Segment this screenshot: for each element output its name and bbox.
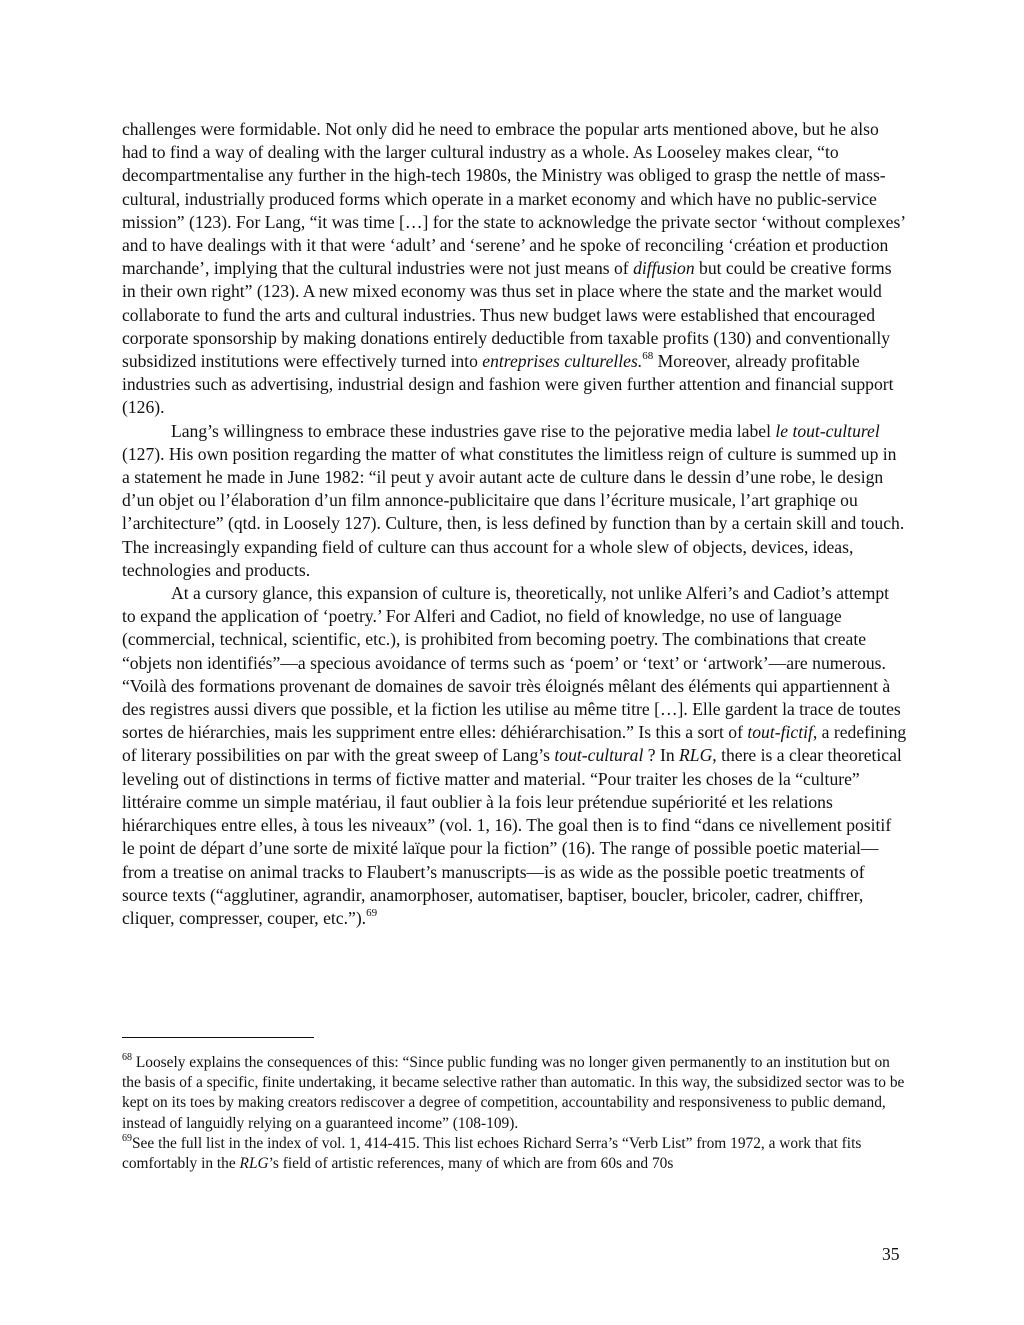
- paragraph-1-text-b: but could be creative forms in their own right” (123). A new mixed economy was thus set in place where the state and the market would collaborate to fund the arts and cultural industries. Thus new budget laws were established that encouraged corporate sponsorship by making donations entirely deductible from taxable profits (130) and conventionally subsidized institutions were effectively turned into: [122, 258, 892, 372]
- italic-rlg-footnote: RLG: [239, 1155, 269, 1173]
- footnote-68-text: Loosely explains the consequences of this: “Since public funding was no longer given permanently to an institution but on the basis of a specific, finite undertaking, it became selective rather than automatic. In this way, the subsidized sector was to be kept on its toes by making creators rediscover a degree of competition, accountability and responsiveness to public demand, instead of languidly relying on a guaranteed income” (108-109).: [122, 1054, 905, 1132]
- footnote-68: [122, 1053, 907, 1134]
- paragraph-3-text-d: , there is a clear theoretical leveling out of distinctions in terms of fictive matter and material. “Pour traiter les choses de la “culture” littéraire comme un simple matériau, il faut oublier à la fois leur prétendue supériorité et les relations hiérarchiques entre elles, à tous les niveaux” (vol. 1, 16). The goal then is to find “dans ce nivellement positif le point de départ d’une sorte de mixité laïque pour la fiction” (16). The range of possible poetic material—from a treatise on animal tracks to Flaubert’s manuscripts—is as wide as the possible poetic treatments of source texts (“agglutiner, agrandir, anamorphoser, automatiser, baptiser, boucler, bricoler, cadrer, chiffrer, cliquer, compresser, couper, etc.”).: [122, 745, 902, 928]
- paragraph-2-text-b: (127). His own position regarding the matter of what constitutes the limitless reign of culture is summed up in a statement he made in June 1982: “il peut y avoir autant acte de culture dans le dessin d’une robe, le design d’un objet ou l’élaboration d’un film annonce-publicitaire que dans l’écriture musicale, l’art graphiqe ou l’architecture” (qtd. in Loosely 127). Culture, then, is less defined by function than by a certain skill and touch. The increasingly expanding field of culture can thus account for a whole slew of objects, devices, ideas, technologies and products.: [122, 443, 905, 580]
- footnote-69-text-b: ’s field of artistic references, many of which are from 60s and 70s: [268, 1155, 674, 1173]
- footnote-separator: [122, 1037, 314, 1038]
- paragraph-2: [122, 420, 907, 582]
- paragraph-1-text-c: Moreover, already profitable industries such as advertising, industrial design and fashion were given further attention and financial support (126).: [122, 351, 894, 418]
- italic-entreprises-culturelles: entreprises culturelles.: [482, 351, 643, 372]
- footnote-69-text-a: See the full list in the index of vol. 1, 414-415. This list echoes Richard Serra’s “Verb List” from 1972, a work that fits comfortably in the: [122, 1134, 862, 1173]
- paragraph-3-text-c: ? In: [643, 745, 680, 766]
- italic-tout-cultural: tout-cultural: [554, 745, 644, 766]
- footnote-69: [122, 1134, 907, 1174]
- paragraph-3-text-b: , a redefining of literary possibilities on par with the great sweep of Lang’s: [122, 722, 907, 766]
- footnote-number-68: 68: [122, 1051, 132, 1063]
- page-number: 35: [882, 1244, 900, 1264]
- footnote-ref-68[interactable]: 68: [642, 350, 654, 363]
- italic-tout-fictif: tout-fictif: [747, 722, 813, 743]
- paragraph-2-text-a: Lang’s willingness to embrace these industries gave rise to the pejorative media label: [171, 420, 776, 441]
- footnotes: [122, 1053, 907, 1174]
- italic-rlg: RLG: [679, 745, 713, 766]
- footnote-number-69: 69: [122, 1132, 132, 1144]
- italic-diffusion: diffusion: [633, 258, 695, 279]
- paragraph-3-text-a: At a cursory glance, this expansion of culture is, theoretically, not unlike Alferi’s and Cadiot’s attempt to expand the application of ‘poetry.’ For Alferi and Cadiot, no field of knowledge, no use of language (commercial, technical, scientific, etc.), is prohibited from becoming poetry. The combinations that create “objets non identifiés”—a specious avoidance of terms such as ‘poem’ or ‘text’ or ‘artwork’—are numerous. “Voilà des formations provenant de domaines de savoir très éloignés mêlant des éléments qui appartiennent à des registres aussi divers que possible, et la fiction les utilise au même titre […]. Elle gardent la trace de toutes sortes de hiérarchies, mais les suppriment entre elles: déhiérarchisation.” Is this a sort of: [122, 583, 901, 743]
- italic-le-tout-culturel: le tout-culturel: [775, 420, 880, 441]
- body-text: [122, 118, 907, 930]
- paragraph-3: [122, 582, 907, 930]
- footnote-ref-69[interactable]: 69: [366, 907, 378, 920]
- paragraph-1: [122, 118, 907, 420]
- paragraph-1-text-a: challenges were formidable. Not only did he need to embrace the popular arts mentioned above, but he also had to find a way of dealing with the larger cultural industry as a whole. As Looseley makes clear, “to decompartmentalise any further in the high-tech 1980s, the Ministry was obliged to grasp the nettle of mass-cultural, industrially produced forms which operate in a market economy and which have no public-service mission” (123). For Lang, “it was time […] for the state to acknowledge the private sector ‘without complexes’ and to have dealings with it that were ‘adult’ and ‘serene’ and he spoke of reconciling ‘création et production marchande’, implying that the cultural industries were not just means of: [122, 119, 905, 279]
